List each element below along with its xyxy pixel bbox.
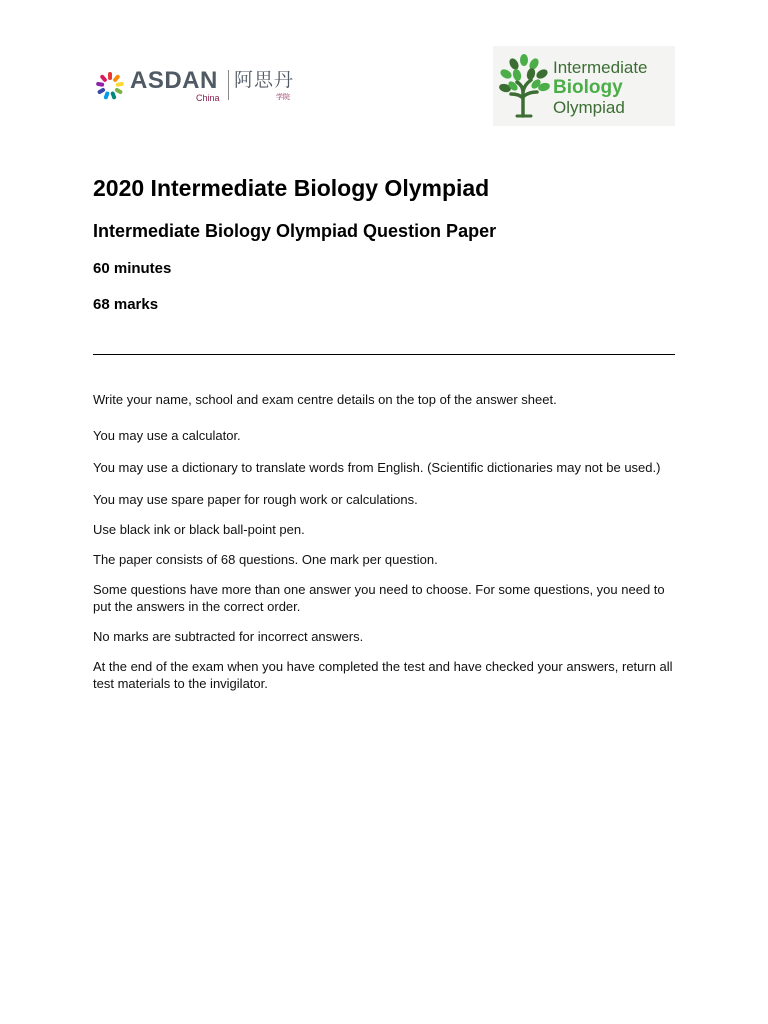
instructions-list xyxy=(93,391,675,692)
page-header xyxy=(0,0,768,140)
ibo-logo-line-1: Intermediate xyxy=(553,58,648,77)
ibo-logo xyxy=(493,46,675,126)
tree-icon xyxy=(497,52,553,118)
instruction-item: Use black ink or black ball-point pen. xyxy=(93,522,305,537)
instruction-item: At the end of the exam when you have completed the test and have checked your answers, return all test materials to the invigilator. xyxy=(93,659,673,691)
instruction-item: You may use spare paper for rough work or calculations. xyxy=(93,492,418,507)
exam-total-marks: 68 marks xyxy=(93,296,159,313)
instruction-item: Write your name, school and exam centre details on the top of the answer sheet. xyxy=(93,392,557,407)
ibo-logo-text xyxy=(553,58,648,118)
exam-duration: 60 minutes xyxy=(93,260,172,277)
asdan-logo-chinese-sub: 学院 xyxy=(276,93,290,101)
asdan-logo-word: ASDAN xyxy=(130,67,218,94)
ibo-logo-line-2: Biology xyxy=(553,77,623,98)
instruction-item: You may use a dictionary to translate words from English. (Scientific dictionaries may not be used.) xyxy=(93,460,661,475)
document-subtitle: Intermediate Biology Olympiad Question Paper xyxy=(93,221,497,241)
instruction-item: Some questions have more than one answer you need to choose. For some questions, you need to put the answers in the correct order. xyxy=(93,582,665,614)
asdan-logo-sub: China xyxy=(196,93,220,103)
asdan-logo-divider xyxy=(228,70,229,100)
instruction-item: You may use a calculator. xyxy=(93,428,241,443)
section-divider xyxy=(93,354,675,355)
instruction-item: No marks are subtracted for incorrect answers. xyxy=(93,629,364,644)
asdan-logo xyxy=(94,66,304,106)
ibo-logo-line-3: Olympiad xyxy=(553,98,625,117)
asdan-logo-chinese: 阿思丹 xyxy=(234,69,295,91)
instruction-item: The paper consists of 68 questions. One mark per question. xyxy=(93,552,438,567)
document-title: 2020 Intermediate Biology Olympiad xyxy=(93,175,490,201)
asdan-pinwheel-icon xyxy=(94,70,126,102)
